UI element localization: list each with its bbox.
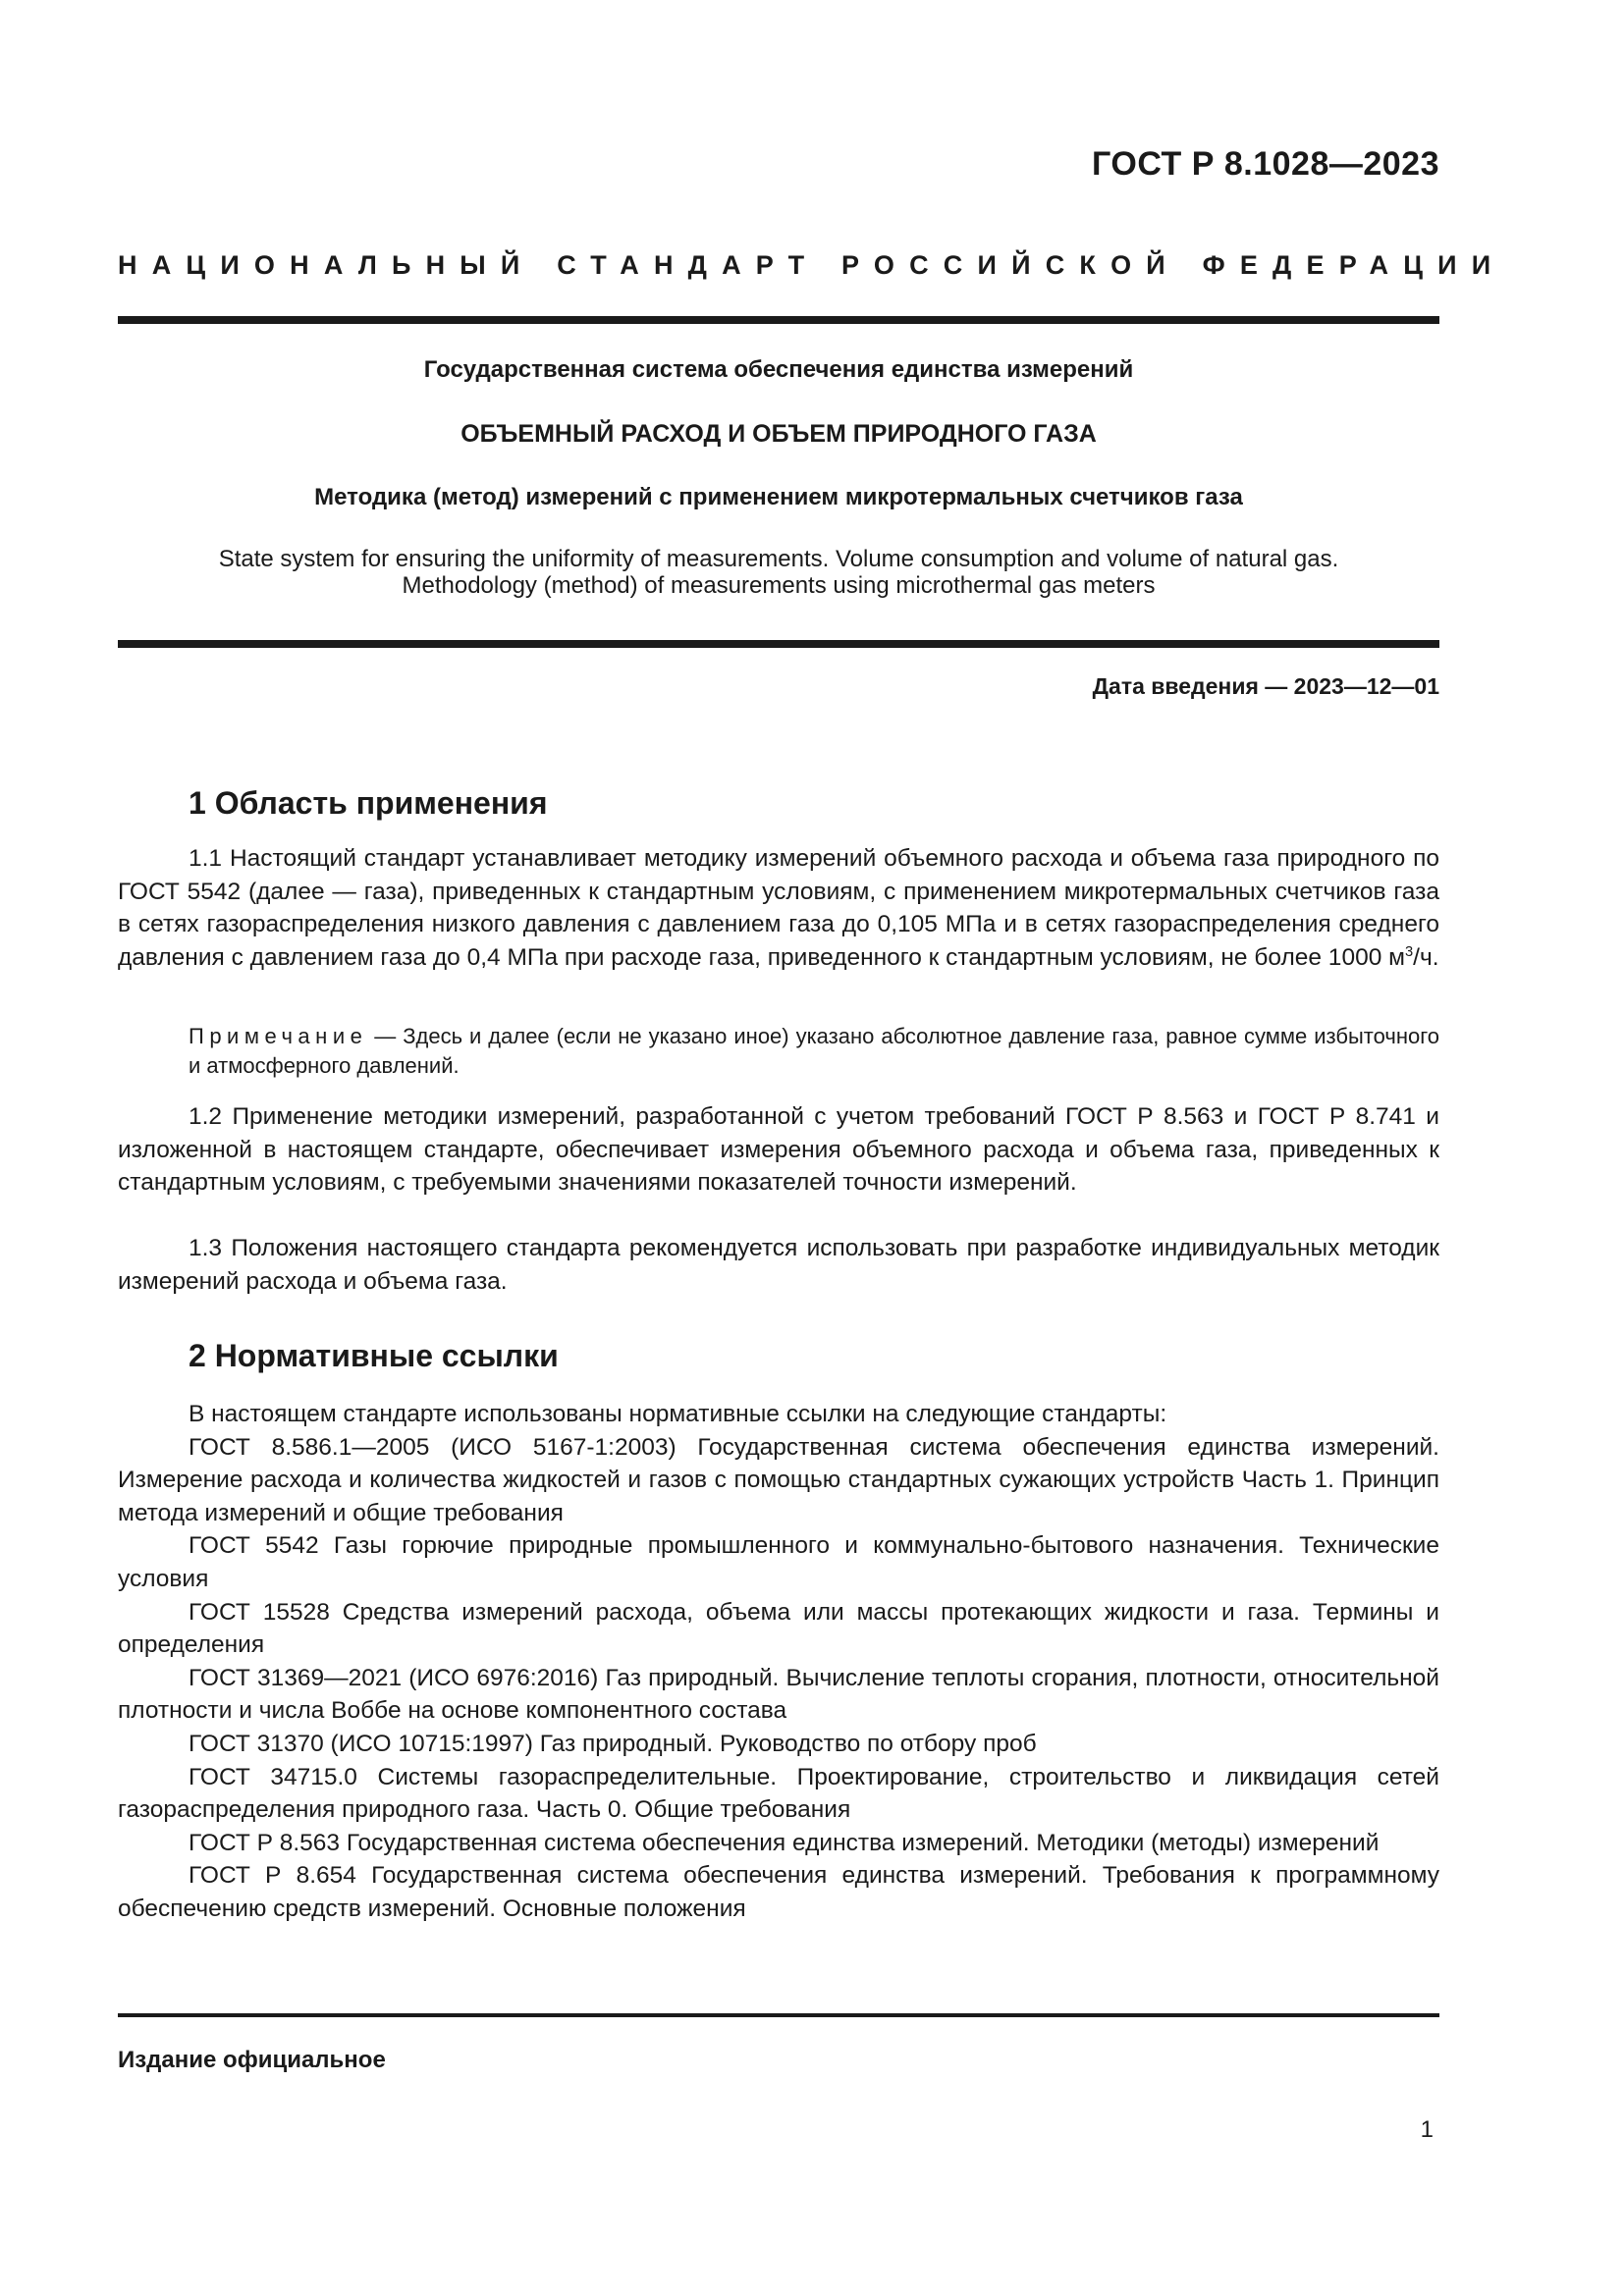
- reference-item: ГОСТ 31369—2021 (ИСО 6976:2016) Газ природный. Вычисление теплоты сгорания, плотности, относительной плотности и числа Воббе на основе компонентного состава: [118, 1664, 1439, 1725]
- footer-rule: [118, 2013, 1439, 2017]
- national-standard-line: НАЦИОНАЛЬНЫЙ СТАНДАРТ РОССИЙСКОЙ ФЕДЕРАЦИИ: [118, 250, 1506, 280]
- page-number: 1: [1420, 2116, 1434, 2143]
- introduction-date: Дата введения — 2023—12—01: [1092, 673, 1439, 699]
- normative-references: [118, 1398, 1439, 1926]
- note-label: Примечание: [189, 1024, 368, 1048]
- document-page: [118, 0, 1506, 2296]
- reference-item: ГОСТ 31370 (ИСО 10715:1997) Газ природный. Руководство по отбору проб: [189, 1730, 1037, 1757]
- note: [189, 1022, 1439, 1081]
- section-2-heading: 2 Нормативные ссылки: [189, 1338, 559, 1373]
- title-english-line2: Methodology (method) of measurements using microthermal gas meters: [402, 572, 1156, 599]
- title-main: ОБЪЕМНЫЙ РАСХОД И ОБЪЕМ ПРИРОДНОГО ГАЗА: [460, 420, 1097, 448]
- reference-item: ГОСТ 8.586.1—2005 (ИСО 5167-1:2003) Государственная система обеспечения единства измерений. Измерение расхода и количества жидкостей и газов с помощью стандартных сужающих устройств Часть 1. Принцип метода измерений и общие требования: [118, 1433, 1439, 1526]
- standard-code: ГОСТ Р 8.1028—2023: [1092, 145, 1439, 183]
- title-english: [118, 546, 1439, 599]
- note-text: — Здесь и далее (если не указано иное) указано абсолютное давление газа, равное сумме избыточного и атмосферного давлений.: [189, 1024, 1439, 1078]
- title-bottom-rule: [118, 640, 1439, 648]
- title-system: Государственная система обеспечения единства измерений: [423, 356, 1134, 383]
- paragraph-1-2: 1.2 Применение методики измерений, разработанной с учетом требований ГОСТ Р 8.563 и ГОСТ Р 8.741 и изложенной в настоящем стандарте, обеспечивает измерения объемного расхода и объема газа, приведенных к стандартным условиям, с требуемыми значениями показателей точности измерений.: [118, 1103, 1439, 1196]
- title-english-line1: State system for ensuring the uniformity of measurements. Volume consumption and volume of natural gas.: [218, 546, 1339, 572]
- superscript-3: 3: [1404, 943, 1414, 960]
- references-intro: В настоящем стандарте использованы нормативные ссылки на следующие стандарты:: [189, 1401, 1167, 1427]
- paragraph-1-1: [118, 842, 1439, 974]
- paragraph-1-3: 1.3 Положения настоящего стандарта рекомендуется использовать при разработке индивидуальных методик измерений расхода и объема газа.: [118, 1235, 1439, 1295]
- paragraph-1-1-end: /ч.: [1413, 943, 1439, 971]
- reference-item: ГОСТ 34715.0 Системы газораспределительные. Проектирование, строительство и ликвидация сетей газораспределения природного газа. Часть 0. Общие требования: [118, 1763, 1439, 1824]
- section-1-heading: 1 Область применения: [189, 785, 548, 821]
- paragraph-1-1-text: 1.1 Настоящий стандарт устанавливает методику измерений объемного расхода и объема газа природного по ГОСТ 5542 (далее — газа), приведенных к стандартным условиям, с применением микротермальных счетчиков газа в сетях газораспределения низкого давления с давлением газа до 0,105 МПа и в сетях газораспределения среднего давления с давлением газа до 0,4 МПа при расходе газа, приведенного к стандартным условиям, не более 1000 м: [118, 845, 1439, 971]
- reference-item: ГОСТ 15528 Средства измерений расхода, объема или массы протекающих жидкости и газа. Термины и определения: [118, 1598, 1439, 1659]
- title-method: Методика (метод) измерений с применением микротермальных счетчиков газа: [314, 484, 1243, 510]
- reference-item: ГОСТ Р 8.563 Государственная система обеспечения единства измерений. Методики (методы) измерений: [189, 1829, 1380, 1856]
- reference-item: ГОСТ Р 8.654 Государственная система обеспечения единства измерений. Требования к программному обеспечению средств измерений. Основные положения: [118, 1862, 1439, 1922]
- reference-item: ГОСТ 5542 Газы горючие природные промышленного и коммунально-бытового назначения. Технические условия: [118, 1532, 1439, 1592]
- top-rule: [118, 316, 1439, 324]
- official-edition-label: Издание официальное: [118, 2047, 386, 2073]
